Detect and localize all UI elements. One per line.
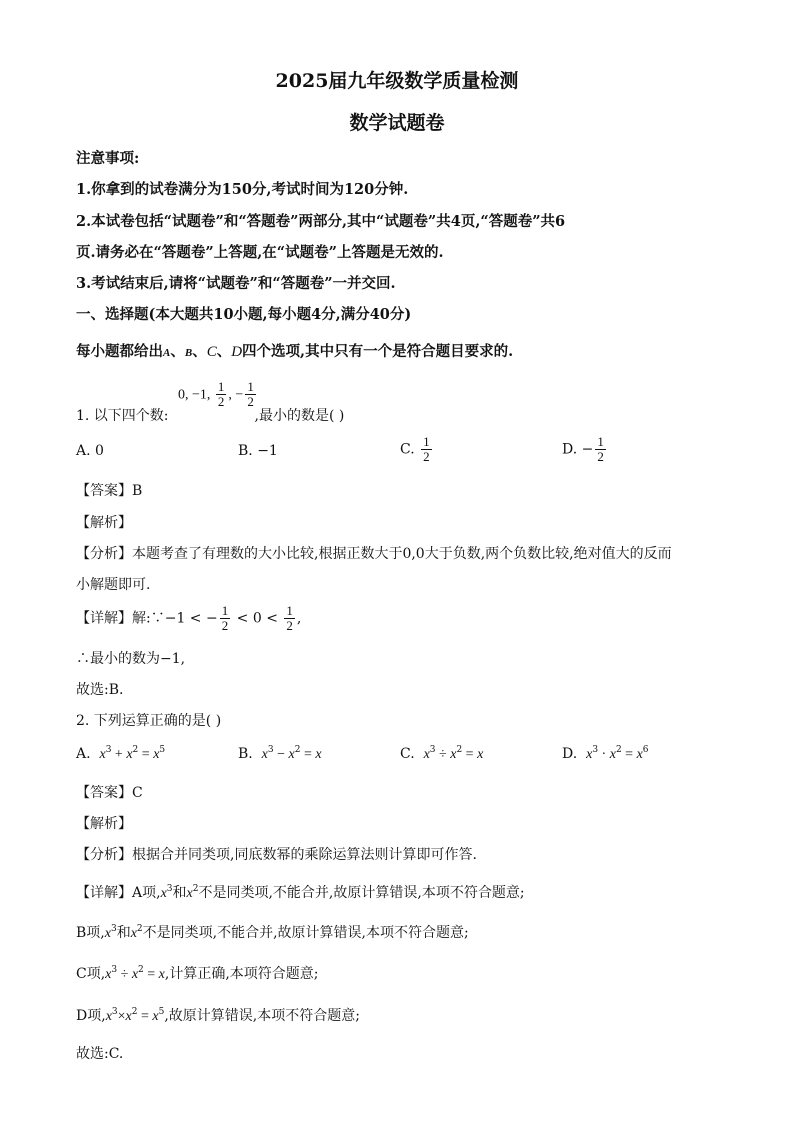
q1-fraction-neg-half: $\frac{1}{2}$ <box>247 379 254 409</box>
notice-heading: 注意事项: <box>76 150 140 167</box>
section-instruction: 每小题都给出A、B、C、D四个选项,其中只有一个是符合题目要求的. <box>76 343 514 360</box>
q1-answer: 【答案】B <box>76 483 143 499</box>
exam-title: 2025届九年级数学质量检测 <box>275 70 519 92</box>
notice-item-2-line-1: 2.本试卷包括“试题卷”和“答题卷”两部分,其中“试题卷”共4页,“答题卷”共6 <box>76 213 566 230</box>
q1-analysis-line-1: 【分析】本题考查了有理数的大小比较,根据正数大于0,0大于负数,两个负数比较,绝对值大的反而 <box>76 546 672 562</box>
exam-subtitle: 数学试题卷 <box>349 112 445 134</box>
notice-item-1: 1.你拿到的试卷满分为150分,考试时间为120分钟. <box>76 181 409 198</box>
notice-item-3: 3.考试结束后,请将“试题卷”和“答题卷”一并交回. <box>76 275 396 292</box>
q2-answer: 【答案】C <box>76 785 143 801</box>
q1-number-list: 0, −1, $\frac{1}{2}$ , − $\frac{1}{2}$ <box>178 379 254 409</box>
q2-detail-c: C项$,x^3 \div x^2 = x$,计算正确,本项符合题意; <box>76 965 319 982</box>
q2-stem: 2. 下列运算正确的是( ) <box>76 713 222 729</box>
q2-option-d: D. $x^3 \cdot x^2 = x^6$ <box>562 745 649 762</box>
q2-option-a: A. $x^3 + x^2 = x^5$ <box>76 745 166 762</box>
q1-option-b: B. −1 <box>238 443 278 459</box>
q2-choose: 故选:C. <box>76 1046 124 1062</box>
q1-analysis-heading: 【解析】 <box>76 515 132 531</box>
q1-analysis-line-2: 小解题即可. <box>76 577 151 593</box>
q2-detail-d: D项$,x^3\times x^2 = x^5$,故原计算错误,本项不符合题意; <box>76 1007 360 1024</box>
q2-analysis: 【分析】根据合并同类项,同底数幂的乘除运算法则计算即可作答. <box>76 847 477 863</box>
q2-option-b: B. $x^3 - x^2 = x$ <box>238 745 322 762</box>
q2-detail-b: B项$,x^3$和$x^2$不是同类项,不能合并,故原计算错误,本项不符合题意; <box>76 924 469 941</box>
q1-option-c: C. $\frac{1}{2}$ <box>400 434 430 464</box>
q2-detail-a: 【详解】A项$,x^3$和$x^2$不是同类项,不能合并,故原计算错误,本项不符合题意; <box>76 884 525 901</box>
q1-conclusion: ∴最小的数为−1, <box>76 651 186 667</box>
q1-option-d: D. − $\frac{1}{2}$ <box>562 434 604 464</box>
section-heading: 一、选择题(本大题共10小题,每小题4分,满分40分) <box>76 306 412 323</box>
q1-fraction-half: $\frac{1}{2}$ <box>217 379 225 409</box>
q2-analysis-heading: 【解析】 <box>76 816 132 832</box>
q1-option-a: A. 0 <box>76 443 104 459</box>
q1-detail: 【详解】解:∵−1 < − $\frac{1}{2}$ < 0 < $\frac{1}{2}$ , <box>76 603 302 633</box>
q2-option-c: C. $x^3 \div x^2 = x$ <box>400 745 484 762</box>
q1-choose: 故选:B. <box>76 682 124 698</box>
notice-item-2-line-2: 页.请务必在“答题卷”上答题,在“试题卷”上答题是无效的. <box>76 244 444 261</box>
q1-stem: 1. 以下四个数: ,最小的数是( ) <box>76 408 345 424</box>
